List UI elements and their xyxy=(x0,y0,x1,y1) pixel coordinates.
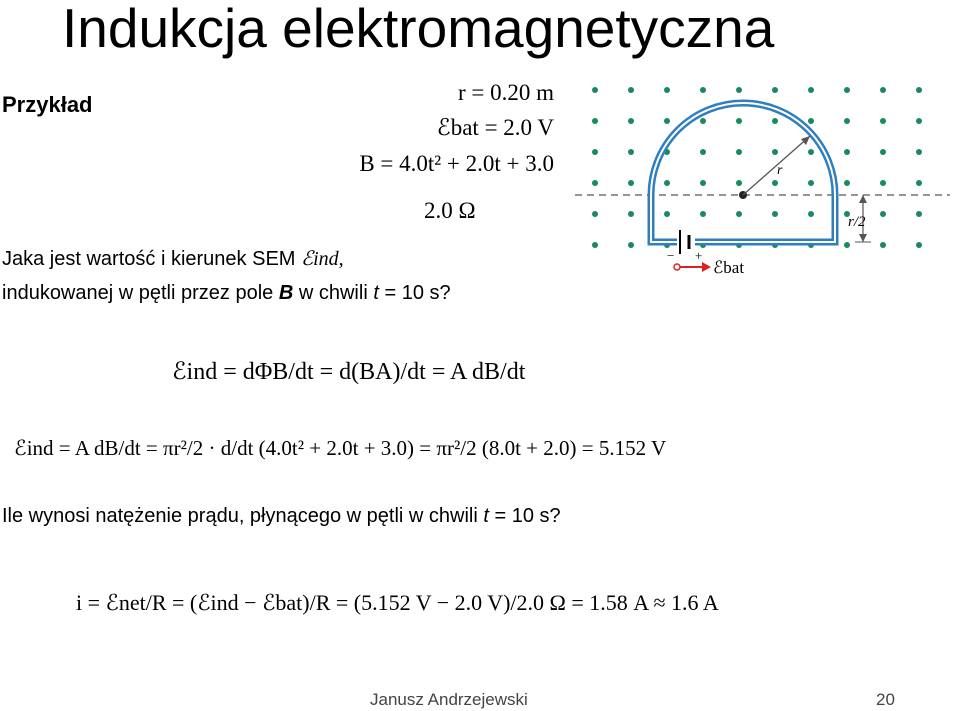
field-dot xyxy=(772,149,778,155)
field-dot xyxy=(880,118,886,124)
field-dot xyxy=(628,118,634,124)
field-dot xyxy=(736,180,742,186)
equation-1: ℰind = dΦB/dt = d(BA)/dt = A dB/dt xyxy=(172,359,526,385)
field-dot xyxy=(808,118,814,124)
question-1-line-2 xyxy=(2,282,451,305)
wire-loop-outer xyxy=(651,103,835,242)
question-1-text: Jaka jest wartość i kierunek SEM xyxy=(2,248,296,270)
field-dot xyxy=(592,149,598,155)
radius-arrowhead xyxy=(801,136,810,145)
field-dot xyxy=(700,149,706,155)
field-dot xyxy=(736,211,742,217)
question-1-end: = 10 s? xyxy=(384,282,451,304)
field-dot xyxy=(808,180,814,186)
field-dot xyxy=(628,180,634,186)
field-dot xyxy=(916,180,922,186)
field-dot xyxy=(844,118,850,124)
field-dot xyxy=(664,211,670,217)
field-dot xyxy=(628,211,634,217)
emf-battery-label: ℰbat xyxy=(713,258,745,277)
field-dot xyxy=(880,180,886,186)
field-dot xyxy=(736,149,742,155)
field-dot xyxy=(772,118,778,124)
equation-2: ℰind = A dB/dt = πr²/2 · d/dt (4.0t² + 2.0t + 3.0) = πr²/2 (8.0t + 2.0) = 5.152 V xyxy=(14,436,667,460)
radius-label: r xyxy=(777,163,783,178)
field-dot xyxy=(916,149,922,155)
field-dot xyxy=(844,149,850,155)
field-dot xyxy=(700,118,706,124)
field-dot xyxy=(700,87,706,93)
question-1-symbol: ℰind, xyxy=(301,248,344,270)
question-1-pre: indukowanej w pętli przez pole xyxy=(2,282,274,304)
field-dot xyxy=(916,242,922,248)
field-dot xyxy=(916,87,922,93)
field-dot xyxy=(880,211,886,217)
half-radius-arrow-up xyxy=(859,195,867,203)
field-dot xyxy=(664,180,670,186)
given-field: B = 4.0t² + 2.0t + 3.0 xyxy=(359,151,554,176)
question-1-bold-b: B xyxy=(278,282,294,304)
equation-3: i = ℰnet/R = (ℰind − ℰbat)/R = (5.152 V − 2.0 V)/2.0 Ω = 1.58 A ≈ 1.6 A xyxy=(76,590,719,615)
circuit-diagram xyxy=(565,70,955,285)
field-dot xyxy=(916,211,922,217)
magnetic-field-dots xyxy=(592,87,922,248)
field-dot xyxy=(592,242,598,248)
question-1-line-1 xyxy=(2,246,344,271)
field-dot xyxy=(664,118,670,124)
question-2-text: Ile wynosi natężenie prądu, płynącego w pętli w chwili xyxy=(2,505,478,527)
field-dot xyxy=(628,149,634,155)
field-dot xyxy=(772,87,778,93)
battery-plus: + xyxy=(695,248,703,263)
page-title: Indukcja elektromagnetyczna xyxy=(62,0,775,59)
question-2-t: t xyxy=(483,505,489,527)
field-dot xyxy=(880,149,886,155)
field-dot xyxy=(592,180,598,186)
given-battery-emf: ℰbat = 2.0 V xyxy=(436,115,554,140)
field-dot xyxy=(700,211,706,217)
field-dot xyxy=(808,149,814,155)
half-radius-label: r/2 xyxy=(848,214,866,230)
question-2 xyxy=(2,505,561,528)
field-dot xyxy=(700,180,706,186)
field-dot xyxy=(772,211,778,217)
emf-arrowhead xyxy=(702,262,711,272)
field-dot xyxy=(808,211,814,217)
field-dot xyxy=(736,87,742,93)
question-1-t: t xyxy=(373,282,379,304)
question-2-end: = 10 s? xyxy=(494,505,561,527)
question-1-post: w chwili xyxy=(298,282,368,304)
battery-minus: − xyxy=(667,248,675,263)
field-dot xyxy=(808,87,814,93)
field-dot xyxy=(844,242,850,248)
footer-author: Janusz Andrzejewski xyxy=(370,690,528,709)
wire-loop-inner xyxy=(651,103,835,242)
field-dot xyxy=(880,87,886,93)
field-dot xyxy=(628,87,634,93)
half-radius-arrow-down xyxy=(859,234,867,242)
field-dot xyxy=(592,118,598,124)
field-dot xyxy=(916,118,922,124)
field-dot xyxy=(844,180,850,186)
emf-arrow-tail xyxy=(674,264,680,270)
slide-number: 20 xyxy=(876,690,895,709)
field-dot xyxy=(664,87,670,93)
field-dot xyxy=(592,87,598,93)
field-dot xyxy=(628,242,634,248)
field-dot xyxy=(592,211,598,217)
given-resistance: 2.0 Ω xyxy=(424,198,476,223)
given-radius: r = 0.20 m xyxy=(457,80,554,105)
field-dot xyxy=(736,118,742,124)
field-dot xyxy=(772,180,778,186)
field-dot xyxy=(880,242,886,248)
field-dot xyxy=(844,87,850,93)
section-label: Przykład xyxy=(2,92,93,117)
